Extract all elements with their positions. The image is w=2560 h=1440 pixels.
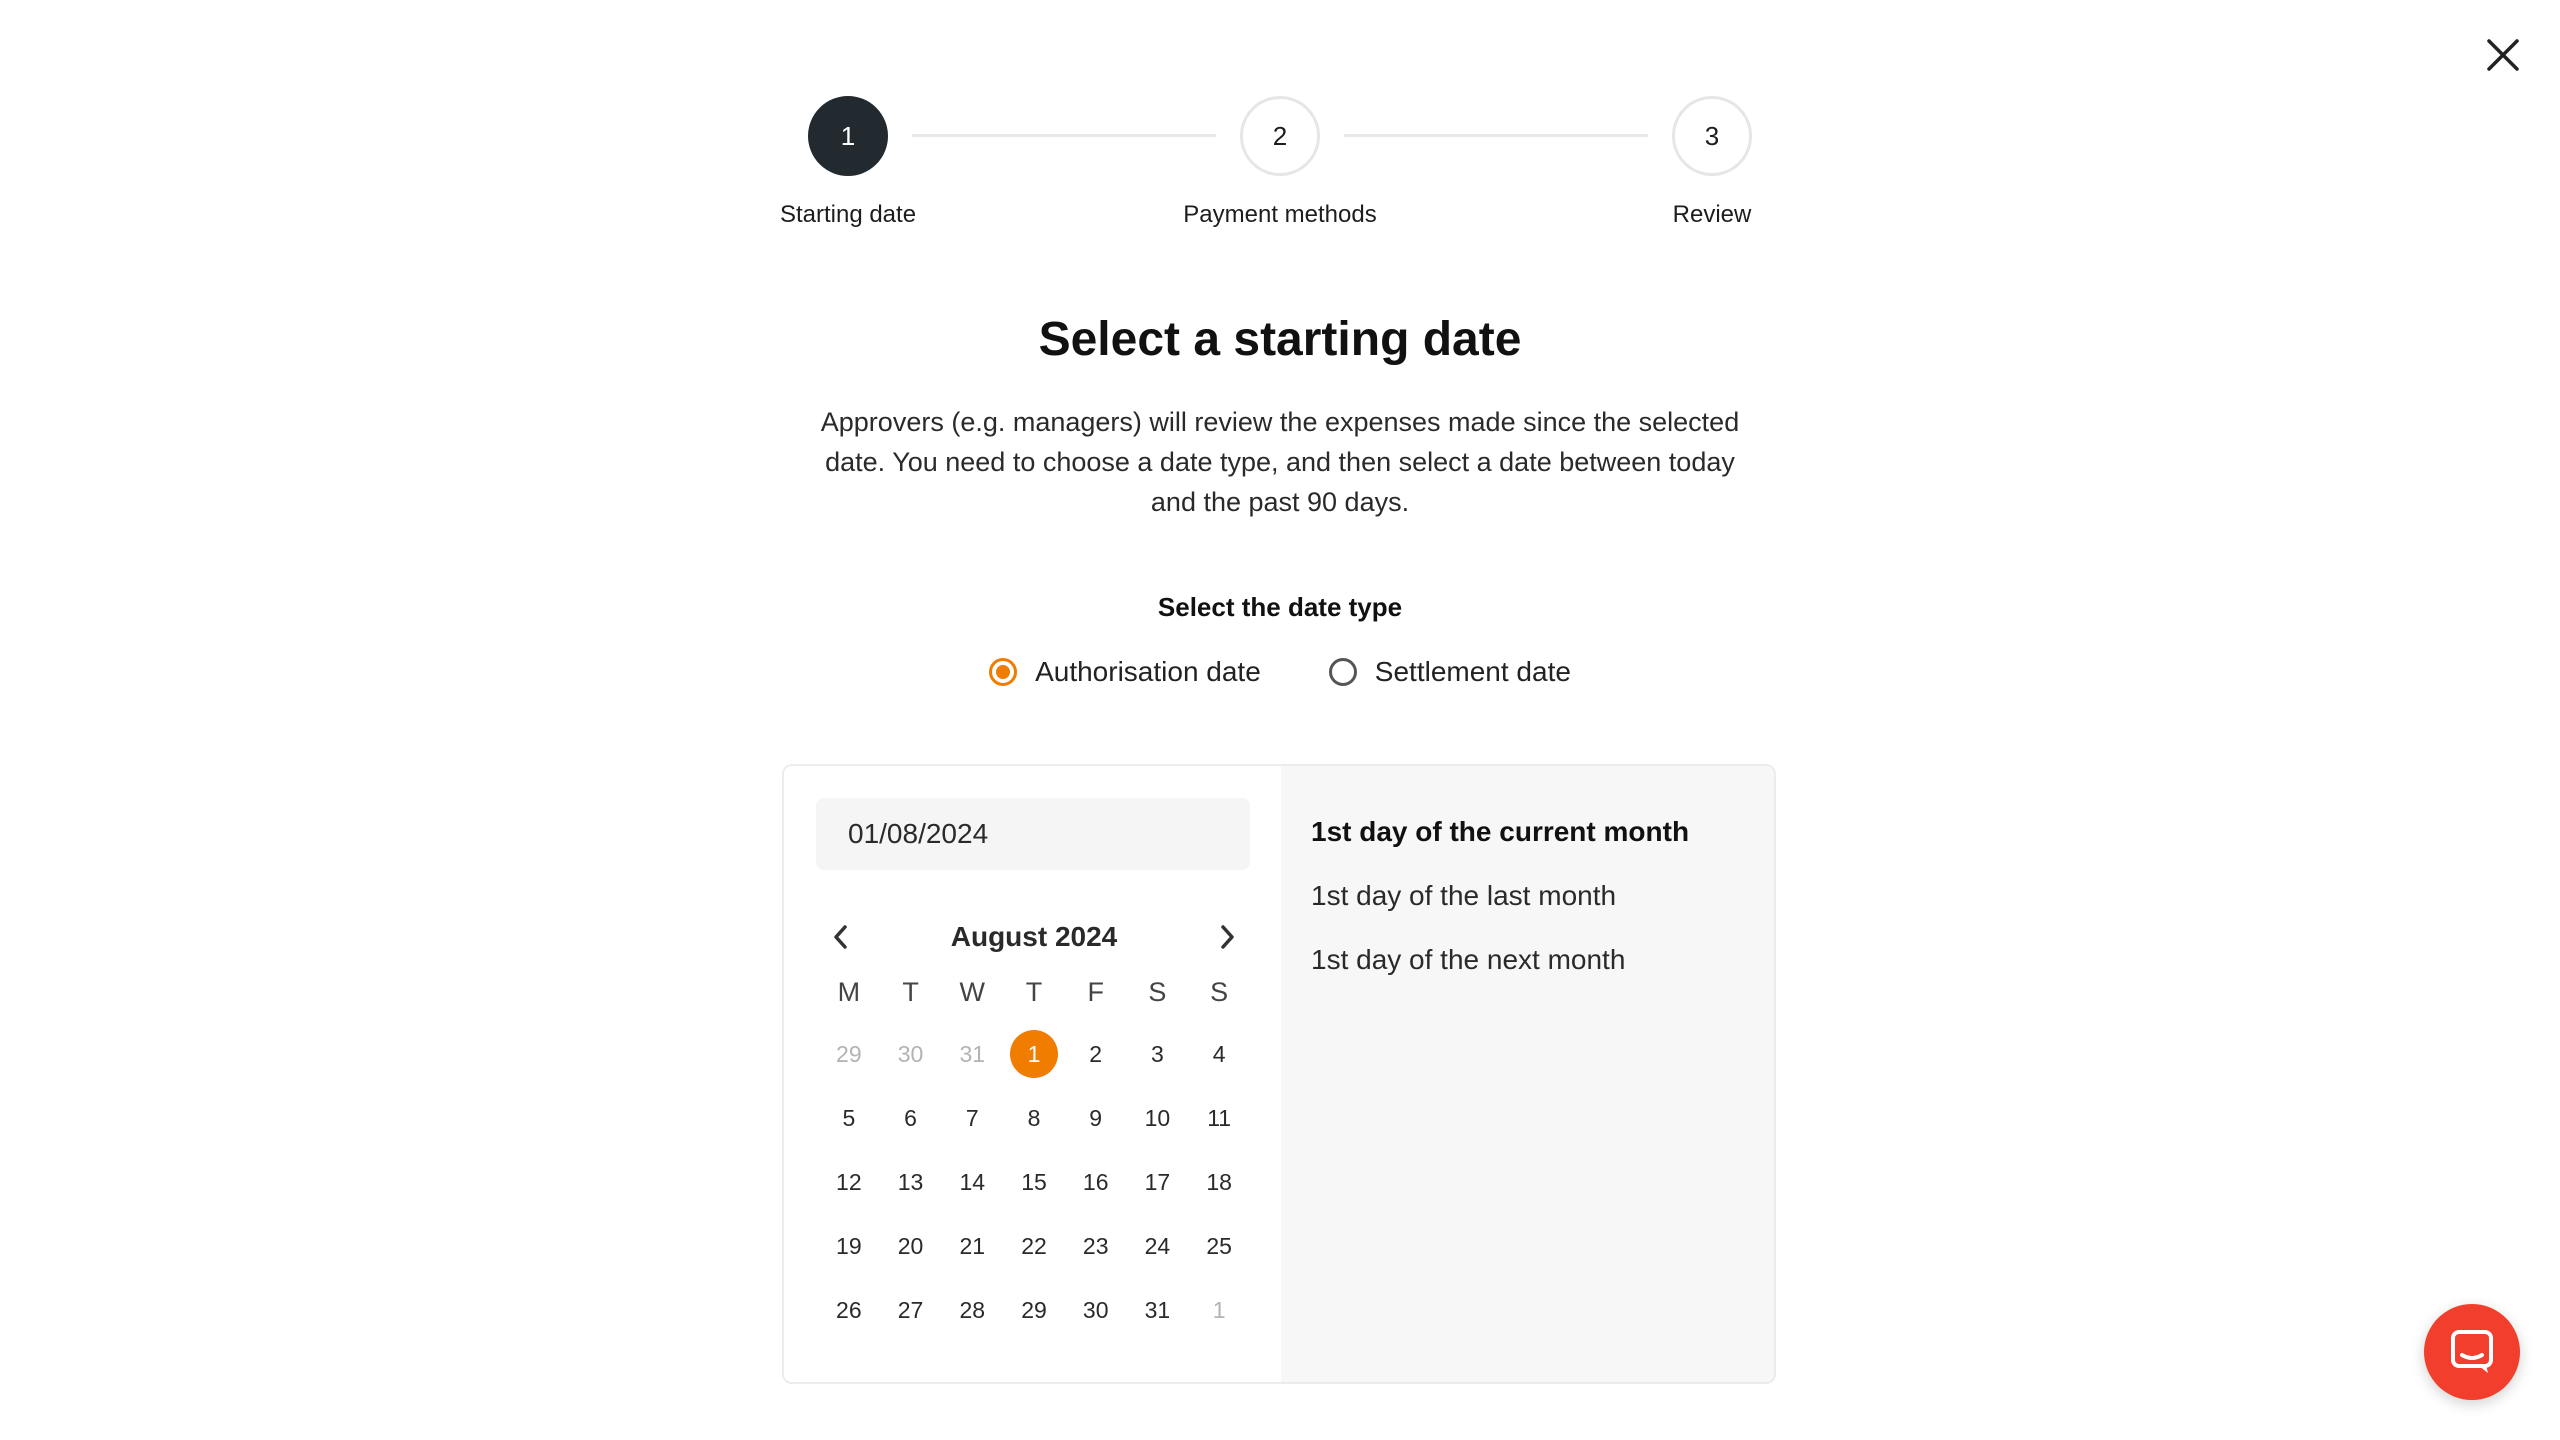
day-cell[interactable]	[818, 1214, 880, 1278]
day-number: 22	[1021, 1232, 1047, 1259]
step-payment-methods[interactable]	[1150, 96, 1410, 229]
day-number: 3	[1151, 1040, 1164, 1067]
weekday-label: M	[837, 976, 861, 1007]
day-number: 11	[1207, 1104, 1232, 1131]
day-cell[interactable]	[1127, 1022, 1189, 1086]
day-cell[interactable]	[941, 1214, 1003, 1278]
day-number: 26	[836, 1296, 862, 1323]
page-title: Select a starting date	[1038, 313, 1522, 366]
day-cell[interactable]	[818, 1150, 880, 1214]
step-number: 2	[1240, 96, 1320, 176]
day-cell[interactable]	[1003, 1214, 1065, 1278]
chevron-left-icon	[830, 924, 852, 950]
day-number: 24	[1144, 1232, 1171, 1259]
radio-settlement-date[interactable]	[1329, 656, 1571, 688]
day-number: 6	[904, 1104, 917, 1131]
radio-checked-icon	[989, 658, 1017, 686]
chevron-right-icon	[1216, 924, 1238, 950]
day-number: 23	[1082, 1232, 1109, 1259]
day-number: 29	[836, 1040, 862, 1067]
day-number: 4	[1212, 1040, 1226, 1067]
day-cell[interactable]	[941, 1086, 1003, 1150]
date-picker-card	[782, 764, 1776, 1384]
day-cell[interactable]	[1065, 1086, 1127, 1150]
step-review[interactable]	[1582, 96, 1842, 229]
prev-month-button[interactable]	[818, 914, 864, 960]
day-number: 12	[836, 1168, 862, 1195]
radio-authorisation-date[interactable]	[989, 656, 1261, 688]
day-cell[interactable]	[1065, 1150, 1127, 1214]
day-number: 30	[897, 1040, 924, 1067]
day-number: 8	[1027, 1104, 1041, 1131]
day-cell[interactable]	[1127, 1214, 1189, 1278]
day-number: 29	[1021, 1296, 1047, 1323]
step-number: 3	[1672, 96, 1752, 176]
weekday-label: F	[1087, 976, 1104, 1007]
day-number: 16	[1082, 1168, 1109, 1195]
day-cell[interactable]	[1003, 1086, 1065, 1150]
step-starting-date[interactable]	[718, 96, 978, 229]
day-cell[interactable]	[880, 1214, 942, 1278]
day-cell[interactable]	[941, 1022, 1003, 1086]
day-number: 21	[959, 1232, 986, 1259]
chat-icon	[2450, 1329, 2494, 1375]
page-description: Approvers (e.g. managers) will review the expenses made since the selected date. You need to choose a date type, and then select a date between today and the past 90 days.	[820, 407, 1740, 517]
day-cell[interactable]	[880, 1086, 942, 1150]
day-cell[interactable]	[1065, 1278, 1127, 1342]
day-number: 28	[959, 1296, 986, 1323]
day-number: 7	[965, 1104, 979, 1131]
day-number: 13	[897, 1168, 924, 1195]
day-cell[interactable]	[1127, 1150, 1189, 1214]
preset-next-month[interactable]: 1st day of the next month	[1311, 944, 1626, 975]
calendar	[818, 914, 1250, 1342]
step-number: 1	[808, 96, 888, 176]
radio-label: Authorisation date	[1035, 656, 1261, 687]
day-number: 2	[1089, 1040, 1103, 1067]
chat-launcher-button[interactable]	[2424, 1304, 2520, 1400]
next-month-button[interactable]	[1204, 914, 1250, 960]
day-number: 9	[1089, 1104, 1103, 1131]
day-cell[interactable]	[1065, 1022, 1127, 1086]
day-number: 5	[842, 1104, 856, 1131]
step-label: Review	[1672, 201, 1752, 228]
day-cell[interactable]	[1188, 1022, 1250, 1086]
month-label: August 2024	[950, 921, 1118, 952]
day-number: 17	[1144, 1168, 1171, 1195]
day-cell[interactable]	[818, 1022, 880, 1086]
date-type-radio-group	[0, 656, 2560, 688]
weekday-label: W	[959, 976, 986, 1007]
step-label: Payment methods	[1183, 201, 1377, 228]
day-cell[interactable]	[1188, 1214, 1250, 1278]
day-number: 27	[897, 1296, 924, 1323]
day-number: 19	[836, 1232, 862, 1259]
day-number: 25	[1206, 1232, 1232, 1259]
date-type-heading: Select the date type	[1157, 592, 1403, 622]
day-cell[interactable]	[818, 1278, 880, 1342]
day-cell[interactable]	[880, 1278, 942, 1342]
day-number: 31	[1144, 1296, 1171, 1323]
day-cell[interactable]	[1065, 1214, 1127, 1278]
close-button[interactable]	[2478, 30, 2528, 80]
day-cell[interactable]	[1188, 1150, 1250, 1214]
date-input[interactable]	[816, 798, 1250, 870]
day-cell[interactable]	[1188, 1278, 1250, 1342]
day-cell[interactable]	[1188, 1086, 1250, 1150]
day-number: 30	[1082, 1296, 1109, 1323]
day-cell[interactable]	[941, 1278, 1003, 1342]
day-cell[interactable]	[1003, 1278, 1065, 1342]
day-cell[interactable]	[880, 1150, 942, 1214]
calendar-panel	[784, 766, 1281, 1382]
calendar-nav	[818, 914, 1250, 960]
weekday-label: T	[1025, 976, 1043, 1007]
weekday-label: S	[1210, 976, 1229, 1007]
day-number: 18	[1206, 1168, 1232, 1195]
day-cell-selected[interactable]	[1003, 1022, 1065, 1086]
day-cell[interactable]	[1127, 1086, 1189, 1150]
preset-panel	[1281, 766, 1774, 1382]
stepper	[0, 96, 2560, 246]
day-cell[interactable]	[818, 1086, 880, 1150]
preset-current-month[interactable]: 1st day of the current month	[1311, 816, 1690, 847]
day-number: 14	[959, 1168, 986, 1195]
day-number: 20	[897, 1232, 924, 1259]
day-cell[interactable]	[941, 1150, 1003, 1214]
radio-unchecked-icon	[1329, 658, 1357, 686]
radio-label: Settlement date	[1374, 656, 1571, 687]
day-number: 10	[1144, 1104, 1171, 1131]
day-cell[interactable]	[1127, 1278, 1189, 1342]
weekday-label: T	[902, 976, 919, 1007]
day-cell[interactable]	[1003, 1150, 1065, 1214]
day-grid	[818, 1022, 1250, 1342]
preset-last-month[interactable]: 1st day of the last month	[1311, 880, 1617, 911]
day-number: 1	[1212, 1296, 1226, 1323]
day-number: 15	[1021, 1168, 1047, 1195]
step-label: Starting date	[779, 201, 917, 228]
day-cell[interactable]	[880, 1022, 942, 1086]
close-icon	[2486, 38, 2520, 72]
day-number: 1	[1010, 1030, 1058, 1078]
day-number: 31	[959, 1040, 986, 1067]
weekday-row	[818, 970, 1250, 1014]
weekday-label: S	[1148, 976, 1167, 1007]
